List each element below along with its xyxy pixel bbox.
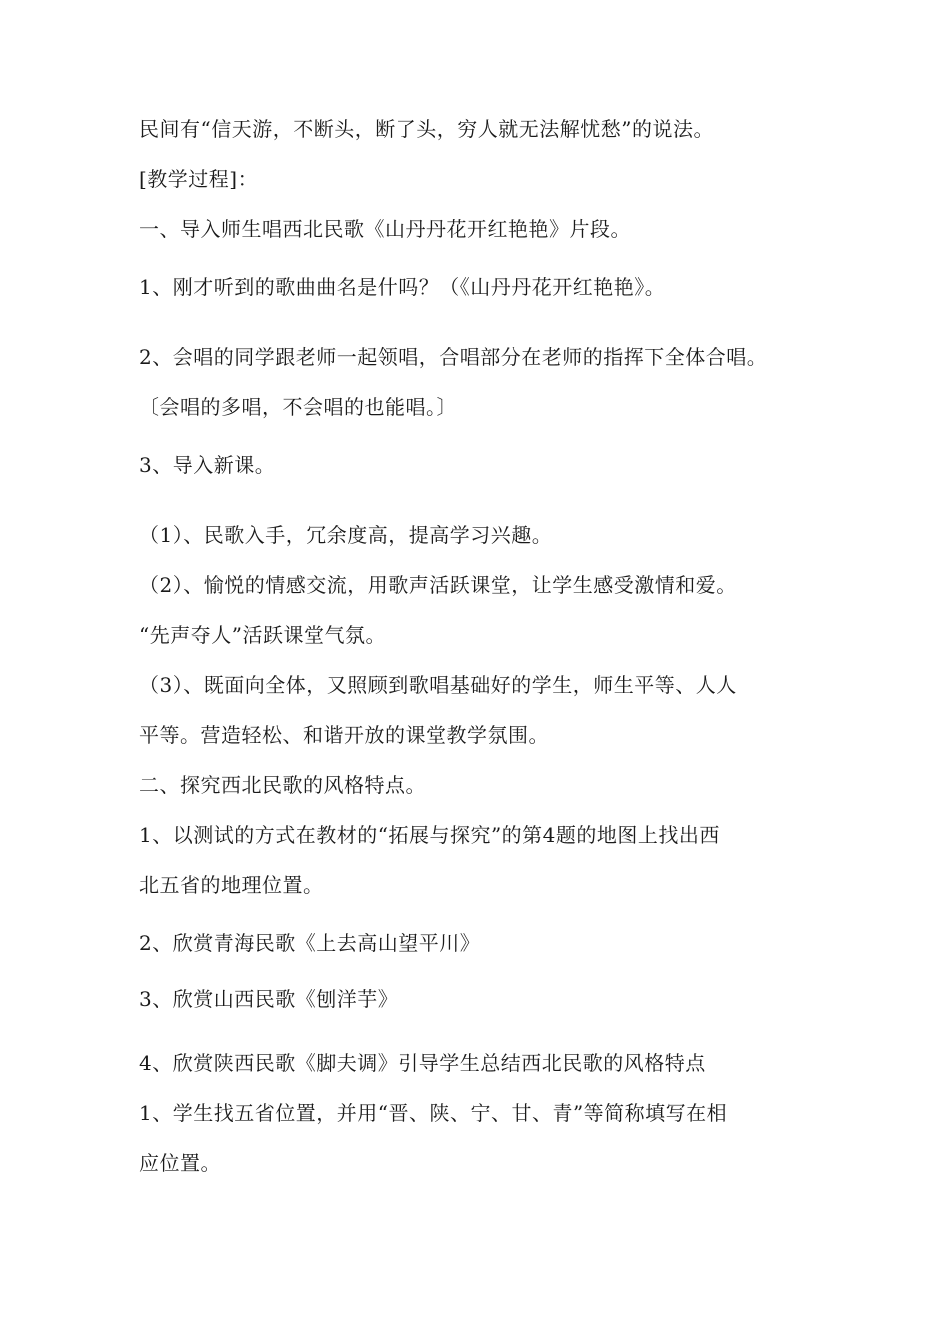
text-line: 4、欣赏陕西民歌《脚夫调》引导学生总结西北民歌的风格特点: [139, 1051, 706, 1075]
text-line: 1、以测试的方式在教材的“拓展与探究”的第4题的地图上找出西: [139, 823, 720, 847]
text-line: 3、欣赏山西民歌《刨洋芋》: [139, 987, 399, 1011]
text-line: 2、会唱的同学跟老师一起领唱，合唱部分在老师的指挥下全体合唱。: [139, 345, 768, 369]
text-line: 民间有“信天游，不断头，断了头，穷人就无法解忧愁”的说法。: [139, 117, 714, 141]
text-line: （2）、愉悦的情感交流，用歌声活跃课堂，让学生感受激情和爱。: [139, 573, 737, 597]
text-line: 平等。营造轻松、和谐开放的课堂教学氛围。: [139, 723, 549, 747]
text-line: 北五省的地理位置。: [139, 873, 324, 897]
text-line: 二、探究西北民歌的风格特点。: [139, 773, 426, 797]
text-line: 1、刚才听到的歌曲曲名是什吗？（《山丹丹花开红艳艳》。: [139, 275, 666, 299]
text-line: “先声夺人”活跃课堂气氛。: [139, 623, 386, 647]
text-line: （1）、民歌入手，冗余度高，提高学习兴趣。: [139, 523, 553, 547]
text-line: 3、导入新课。: [139, 453, 276, 477]
text-line: 应位置。: [139, 1151, 221, 1175]
text-line: 1、学生找五省位置，并用“晋、陕、宁、甘、青”等简称填写在相: [139, 1101, 728, 1125]
text-line: 〔会唱的多唱，不会唱的也能唱。〕: [139, 395, 457, 419]
text-line: （3）、既面向全体，又照顾到歌唱基础好的学生，师生平等、人人: [139, 673, 737, 697]
text-line: [教学过程]：: [139, 167, 259, 191]
text-line: 一、导入师生唱西北民歌《山丹丹花开红艳艳》片段。: [139, 217, 631, 241]
text-line: 2、欣赏青海民歌《上去高山望平川》: [139, 931, 481, 955]
